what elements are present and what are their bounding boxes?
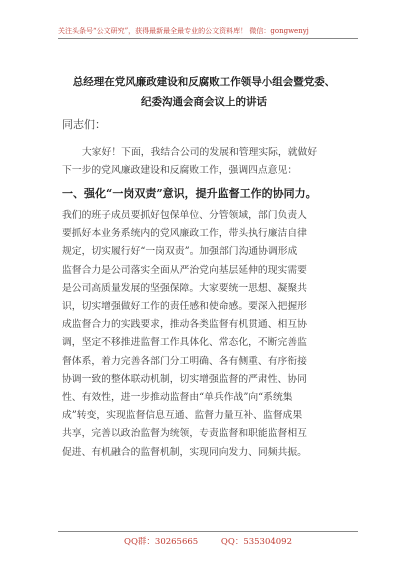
paragraph-line: 督体系，着力完善各部门分工明确、各有侧重、有序衔接: [62, 355, 307, 367]
document-title: [36, 72, 372, 112]
paragraph-line: 促进、有机融合的监督机制，实现同向发力、同频共振。: [62, 446, 307, 458]
section-1-paragraph: [62, 207, 346, 462]
paragraph-line: 成监督合力的实践要求，推动各类监督有机贯通、相互协: [62, 319, 307, 331]
title-line-1: 总经理在党风廉政建设和反腐败工作领导小组会暨党委、: [72, 76, 336, 88]
header-divider: [58, 38, 358, 39]
paragraph-line: 要抓好本业务系统内的党风廉政工作，带头执行廉洁自律: [62, 228, 307, 240]
qq-number: QQ：535304092: [220, 537, 292, 547]
intro-paragraph: [62, 144, 346, 180]
section-heading: 一、强化“一岗双责”意识，提升监督工作的协同力。: [62, 187, 317, 200]
footer-contacts: [58, 536, 358, 548]
salutation: 同志们：: [62, 118, 106, 131]
paragraph-line: 识，切实增强做好工作的责任感和使命感。要深入把握形: [62, 301, 307, 313]
title-line-2: 纪委沟通会商会议上的讲话: [141, 96, 267, 108]
paragraph-line: 共享，完善以政治监督为统领，专责监督和职能监督相互: [62, 428, 307, 440]
paragraph-line: 规定，切实履行好“一岗双责”。加强部门沟通协调形成: [62, 246, 298, 258]
footer-divider: [58, 531, 358, 532]
paragraph-line: 大家好！下面，我结合公司的发展和管理实际，就做好: [82, 147, 318, 158]
paragraph-line: 是公司高质量发展的坚强保障。大家要统一思想、凝聚共: [62, 282, 307, 294]
paragraph-line: 下一步的党风廉政建设和反腐败工作，强调四点意见：: [62, 165, 298, 177]
paragraph-line: 调，坚定不移推进监督工作具体化、常态化，不断完善监: [62, 337, 307, 349]
paragraph-line: 成”转变，实现监督信息互通、监督力量互补、监督成果: [62, 410, 303, 422]
qq-group-number: QQ群：30265665: [123, 537, 199, 547]
paragraph-line: 我们的班子成员要抓好包保单位、分管领域，部门负责人: [62, 210, 307, 221]
header-banner: 关注头条号“公文研究”，获得最新最全最专业的公文资料库！ 微信：gongwenyj: [58, 27, 309, 35]
paragraph-line: 性、有效性，进一步推动监督由“单兵作战”向“系统集: [62, 392, 293, 404]
paragraph-line: 协调一致的整体联动机制，切实增强监督的严肃性、协同: [62, 373, 307, 385]
paragraph-line: 监督合力是公司落实全面从严治党向基层延伸的现实需要: [62, 264, 307, 276]
